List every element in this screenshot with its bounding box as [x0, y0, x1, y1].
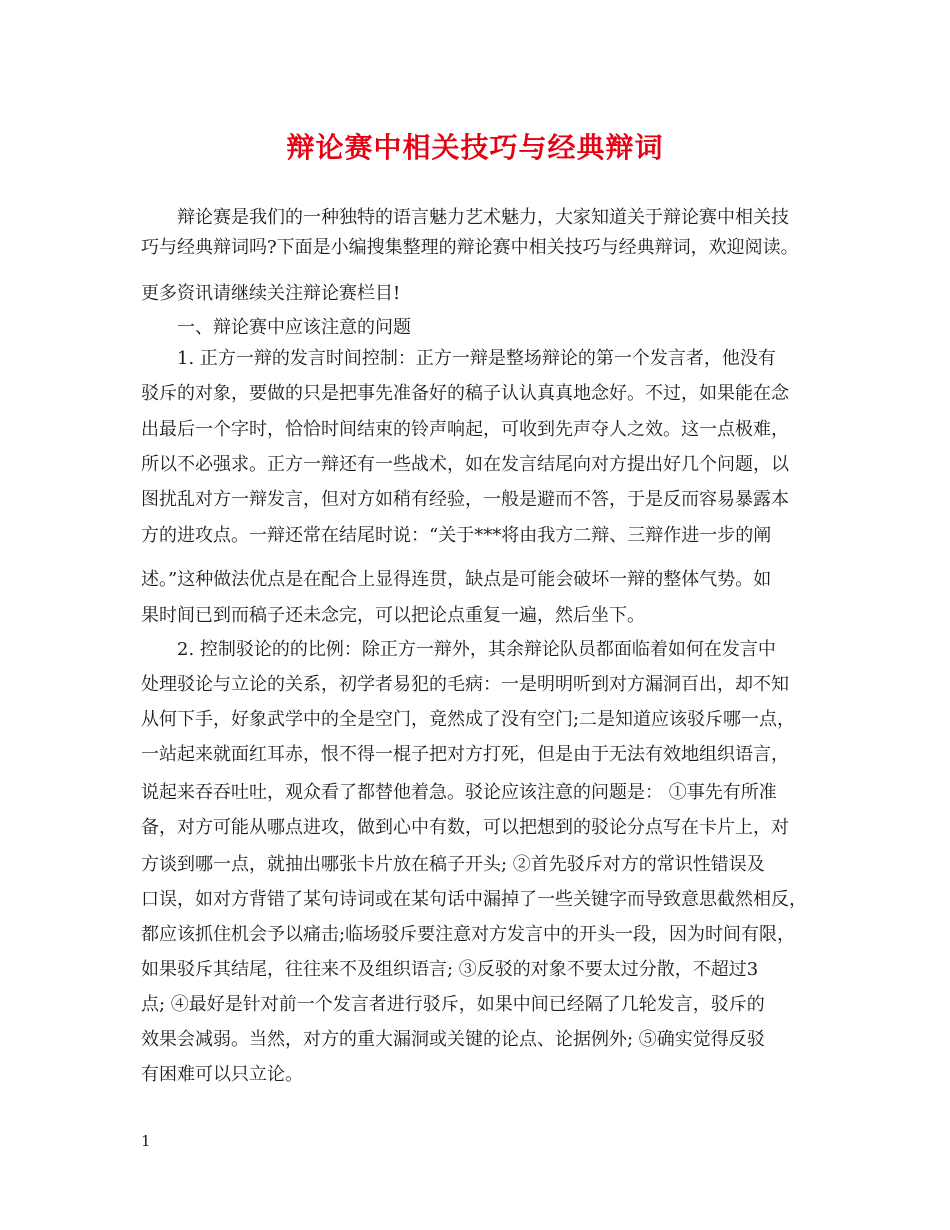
- body-line: 果时间已到而稿子还未念完，可以把论点重复一遍，然后坐下。: [141, 605, 645, 626]
- body-line: 图扰乱对方一辩发言，但对方如稍有经验，一般是避而不答，于是反而容易暴露本: [141, 489, 789, 510]
- body-line: 如果驳斥其结尾，往往来不及组织语言; ③反驳的对象不要太过分散，不超过3: [141, 959, 759, 980]
- body-line: 驳斥的对象，要做的只是把事先准备好的稿子认认真真地念好。不过，如果能在念: [141, 383, 789, 404]
- body-line: 点; ④最好是针对前一个发言者进行驳斥，如果中间已经隔了几轮发言，驳斥的: [141, 994, 765, 1015]
- body-line: 一站起来就面红耳赤，恨不得一棍子把对方打死，但是由于无法有效地组织语言，: [141, 744, 789, 765]
- body-line: 方谈到哪一点，就抽出哪张卡片放在稿子开头; ②首先驳斥对方的常识性错误及: [141, 854, 765, 875]
- body-line: 1. 正方一辩的发言时间控制：正方一辩是整场辩论的第一个发言者，他没有: [141, 348, 776, 369]
- body-line: 有困难可以只立论。: [141, 1064, 303, 1085]
- body-line: 更多资讯请继续关注辩论赛栏目!: [141, 283, 401, 304]
- body-line: 辩论赛是我们的一种独特的语言魅力艺术魅力，大家知道关于辩论赛中相关技: [141, 207, 789, 228]
- body-line: 2. 控制驳论的的比例：除正方一辩外，其余辩论队员都面临着如何在发言中: [141, 639, 776, 660]
- body-line: 说起来吞吞吐吐，观众看了都替他着急。驳论应该注意的问题是： ①事先有所准: [141, 782, 777, 803]
- section-heading: 一、辩论赛中应该注意的问题: [141, 317, 411, 338]
- body-line: 方的进攻点。一辩还常在结尾时说：“关于***将由我方二辩、三辩作进一步的阐: [141, 525, 772, 546]
- body-line: 备，对方可能从哪点进攻，做到心中有数，可以把想到的驳论分点写在卡片上，对: [141, 817, 789, 838]
- body-line: 效果会减弱。当然，对方的重大漏洞或关键的论点、论据例外; ⑤确实觉得反驳: [141, 1029, 765, 1050]
- page-number: 1: [141, 1132, 151, 1150]
- body-line: 出最后一个字时，恰恰时间结束的铃声响起，可收到先声夺人之效。这一点极难，: [141, 419, 789, 440]
- body-line: 处理驳论与立论的关系，初学者易犯的毛病：一是明明听到对方漏洞百出，却不知: [141, 674, 789, 695]
- body-line: 述。”这种做法优点是在配合上显得连贯，缺点是可能会破坏一辩的整体气势。如: [141, 569, 772, 590]
- document-title: 辩论赛中相关技巧与经典辩词: [286, 131, 664, 164]
- body-line: 从何下手，好象武学中的全是空门，竟然成了没有空门;二是知道应该驳斥哪一点，: [141, 709, 796, 730]
- body-line: 都应该抓住机会予以痛击;临场驳斥要注意对方发言中的开头一段，因为时间有限，: [141, 924, 796, 945]
- body-line: 所以不必强求。正方一辩还有一些战术，如在发言结尾向对方提出好几个问题，以: [141, 454, 789, 475]
- body-line: 巧与经典辩词吗?下面是小编搜集整理的辩论赛中相关技巧与经典辩词，欢迎阅读。: [141, 237, 799, 258]
- body-line: 口误，如对方背错了某句诗词或在某句话中漏掉了一些关键字而导致意思截然相反，: [141, 889, 807, 910]
